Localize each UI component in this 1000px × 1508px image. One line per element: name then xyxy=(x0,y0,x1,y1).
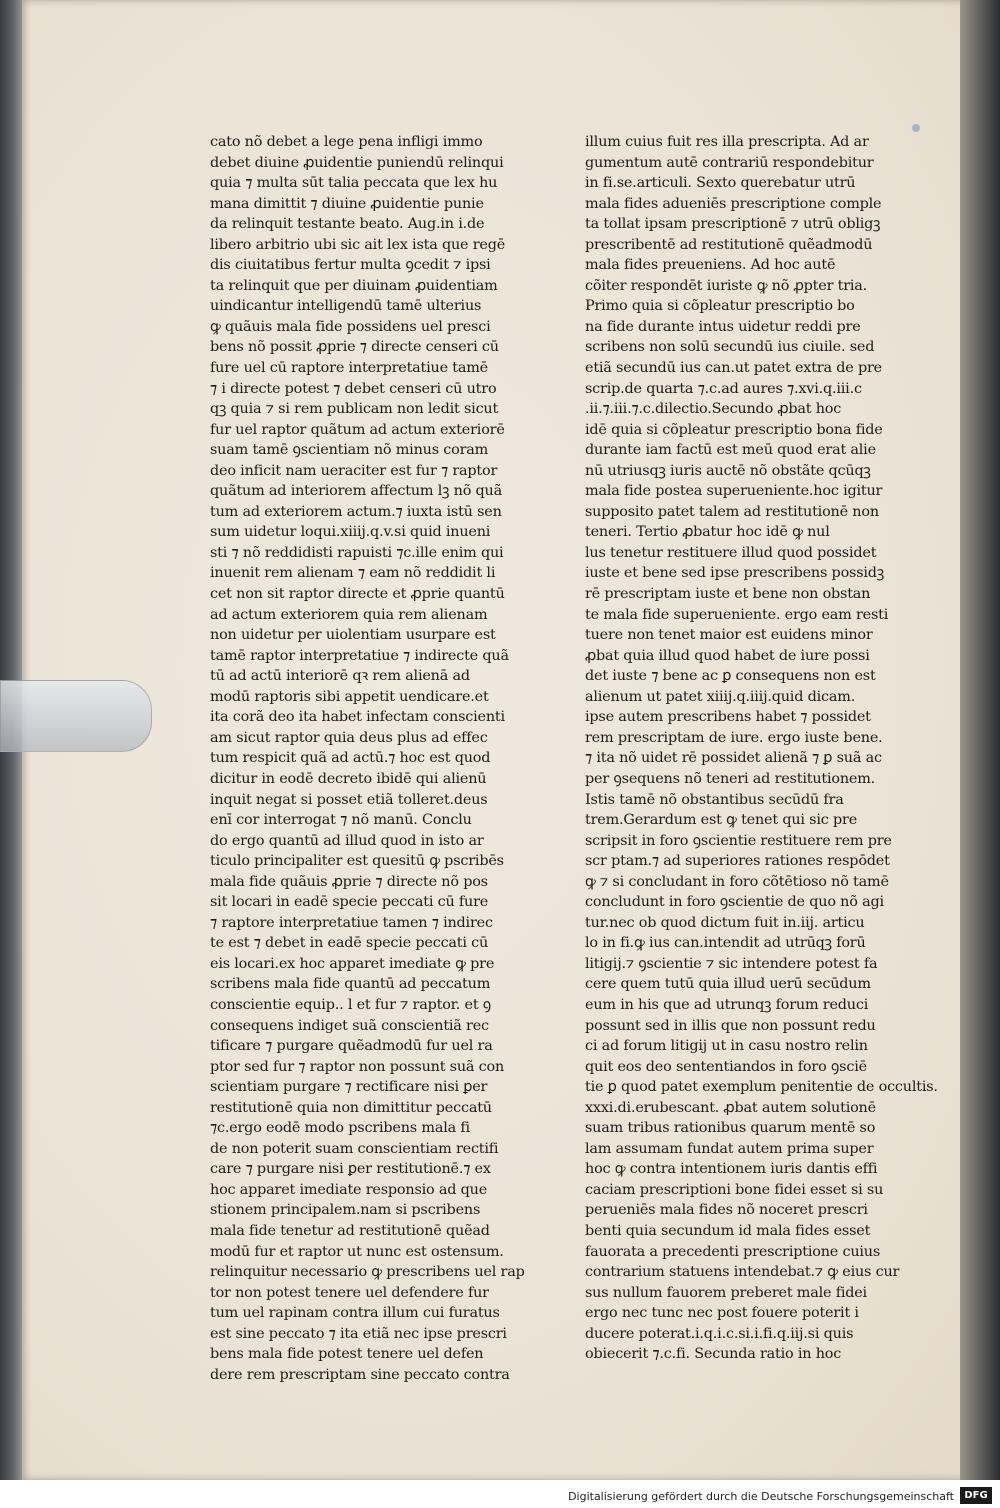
text-line: ꝙ ⁊ si concludant in foro cõtētioso nõ tamē xyxy=(585,873,889,890)
text-line: mala fides preueniens. Ad hoc autē xyxy=(585,257,836,274)
text-line: tamē raptor interpretatiue ⁊ indirecte quã xyxy=(210,647,509,664)
left-text-column xyxy=(210,132,525,1385)
text-line: lam assumam fundat autem prima super xyxy=(585,1140,874,1157)
text-line: modū raptoris sibi appetit uendicare.et xyxy=(210,688,489,705)
text-line: per ꝯsequens nõ teneri ad restitutionem. xyxy=(585,770,876,787)
text-line: quit eos deo sententiandos in foro ꝯsciē xyxy=(585,1058,867,1075)
text-line: ꝙ quãuis mala fide possidens uel presci xyxy=(210,318,491,335)
text-line: deo inficit nam ueraciter est fur ⁊ raptor xyxy=(210,462,498,479)
text-line: dere rem prescriptam sine peccato contra xyxy=(210,1366,510,1383)
text-line: quãtum ad interiorem affectum lꝫ nõ quã xyxy=(210,483,503,500)
text-line: trem.Gerardum est ꝙ tenet qui sic pre xyxy=(585,812,858,829)
text-line: fure uel cū raptore interpretatiue tamē xyxy=(210,360,489,377)
ink-mark xyxy=(912,124,920,132)
text-line: do ergo quantū ad illud quod in isto ar xyxy=(210,832,484,849)
text-line: ptor sed fur ⁊ raptor non possunt suã con xyxy=(210,1058,505,1075)
text-line: scientiam purgare ⁊ rectificare nisi ꝑer xyxy=(210,1079,488,1096)
text-line: .ii.⁊.iii.⁊.c.dilectio.Secundo ꝓbat hoc xyxy=(585,401,842,418)
text-line: suam tamē ꝯscientiam nõ minus coram xyxy=(210,442,489,459)
text-line: tum ad exteriorem actum.⁊ iuxta istū sen xyxy=(210,503,502,520)
text-line: enī cor interrogat ⁊ nõ manū. Conclu xyxy=(210,812,472,829)
text-line: quia ⁊ multa sūt talia peccata que lex hu xyxy=(210,175,498,192)
text-line: concludunt in foro ꝯscientie de quo nõ agi xyxy=(585,894,884,911)
text-line: mala fides adueniēs prescriptione comple xyxy=(585,195,882,212)
text-line: contrarium statuens intendebat.⁊ ꝙ eius cur xyxy=(585,1264,900,1281)
text-line: supposito patet talem ad restitutionē non xyxy=(585,503,879,520)
text-line: eum in his que ad utrunqꝫ forum reduci xyxy=(585,996,869,1013)
text-line: suam tribus rationibus quarum mentē so xyxy=(585,1120,876,1137)
right-text-column xyxy=(585,132,938,1365)
text-line: illum cuius fuit res illa prescripta. Ad ar xyxy=(585,134,869,150)
text-line: ta tollat ipsam prescriptionē ⁊ utrū obligꝫ xyxy=(585,216,881,233)
text-line: tū ad actū interiorē qꝛ rem alienā ad xyxy=(210,668,470,685)
text-line: ergo nec tunc nec post fouere poterit i xyxy=(585,1305,859,1322)
text-line: libero arbitrio ubi sic ait lex ista que regē xyxy=(210,236,506,253)
text-line: cato nõ debet a lege pena infligi immo xyxy=(210,134,483,150)
text-line: Istis tamē nõ obstantibus secūdū fra xyxy=(585,791,844,808)
text-line: rē prescriptam iuste et bene non obstan xyxy=(585,586,871,603)
text-line: lus tenetur restituere illud quod possidet xyxy=(585,544,877,561)
text-line: ꝓbat quia illud quod habet de iure possi xyxy=(585,647,870,664)
text-line: scribens non solū secundū ius ciuile. sed xyxy=(585,339,875,356)
text-line: alienum ut patet xiiij.q.iiij.quid dicam. xyxy=(585,688,856,705)
text-line: scribens mala fide quantū ad peccatum xyxy=(210,976,491,993)
text-line: dicitur in eodē decreto ibidē qui alienū xyxy=(210,770,487,787)
text-line: ⁊ ita nõ uidet rē possidet alienã ⁊ ꝑ suã ac xyxy=(585,750,882,767)
text-line: det iuste ⁊ bene ac ꝑ consequens non est xyxy=(585,668,876,685)
text-line: tuere non tenet maior est euidens minor xyxy=(585,627,873,644)
text-line: ta relinquit que per diuinam ꝓuidentiam xyxy=(210,277,498,294)
text-line: sum uidetur loqui.xiiij.q.v.si quid inueni xyxy=(210,524,491,541)
text-line: dis ciuitatibus fertur multa ꝯcedit ⁊ ipsi xyxy=(210,257,491,274)
text-line: mana dimittit ⁊ diuine ꝓuidentie punie xyxy=(210,195,484,212)
text-line: eis locari.ex hoc apparet imediate ꝙ pre xyxy=(210,955,495,972)
text-line: sus nullum fauorem preberet male fidei xyxy=(585,1284,867,1301)
text-line: Primo quia si cõpleatur prescriptio bo xyxy=(585,298,855,315)
text-line: debet diuine ꝓuidentie puniendū relinqui xyxy=(210,154,504,171)
text-line: da relinquit testante beato. Aug.in i.de xyxy=(210,216,485,233)
text-line: tie ꝑ quod patet exemplum penitentie de occultis. xyxy=(585,1079,938,1096)
text-line: scr ptam.⁊ ad superiores rationes respōdet xyxy=(585,853,890,870)
text-line: bens nõ possit ꝓprie ⁊ directe censeri cū xyxy=(210,339,499,356)
text-line: teneri. Tertio ꝓbatur hoc idē ꝙ nul xyxy=(585,524,830,541)
text-line: non uidetur per uiolentiam usurpare est xyxy=(210,627,496,644)
text-line: xxxi.di.erubescant. ꝓbat autem solutionē xyxy=(585,1099,876,1116)
text-line: relinquitur necessario ꝙ prescribens uel rap xyxy=(210,1264,525,1281)
text-line: cet non sit raptor directe et ꝓprie quantū xyxy=(210,586,505,603)
text-line: cere quem tutū quia illud uerū secūdum xyxy=(585,976,871,993)
text-line: litigij.⁊ ꝯscientie ⁊ sic intendere potest fa xyxy=(585,955,878,972)
text-line: hoc ꝙ contra intentionem iuris dantis effi xyxy=(585,1161,878,1178)
text-line: tur.nec ob quod dictum fuit in.iij. articu xyxy=(585,914,865,931)
text-line: restitutionē quia non dimittitur peccatū xyxy=(210,1099,492,1116)
text-line: rem prescriptam de iure. ergo iuste bene. xyxy=(585,729,883,746)
text-line: stionem principalem.nam si pscribens xyxy=(210,1202,481,1219)
footer-credit: Digitalisierung gefördert durch die Deutsche Forschungsgemeinschaft xyxy=(568,1490,954,1503)
text-line: te mala fide superueniente. ergo eam resti xyxy=(585,606,889,623)
text-line: tor non potest tenere uel defendere fur xyxy=(210,1284,489,1301)
page-right-edge xyxy=(960,0,1000,1480)
text-line: scrip.de quarta ⁊.c.ad aures ⁊.xvi.q.iii.c xyxy=(585,380,862,397)
text-line: ci ad forum litigij ut in casu nostro relin xyxy=(585,1038,868,1055)
text-line: cõiter respondēt iuriste ꝙ nõ ꝓpter tria. xyxy=(585,277,868,294)
text-line: hoc apparet imediate responsio ad que xyxy=(210,1181,488,1198)
text-line: est sine peccato ⁊ ita etiã nec ipse prescri xyxy=(210,1325,507,1342)
text-line: ducere poterat.i.q.i.c.si.i.fi.q.iij.si quis xyxy=(585,1325,854,1342)
text-line: na fide durante intus uidetur reddi pre xyxy=(585,318,861,335)
text-line: qꝫ quia ⁊ si rem publicam non ledit sicut xyxy=(210,401,499,418)
text-line: gumentum autē contrariū respondebitur xyxy=(585,154,874,171)
page-clip xyxy=(0,680,152,752)
text-line: iuste et bene sed ipse prescribens possidꝫ xyxy=(585,565,884,582)
text-line: obiecerit ⁊.c.fi. Secunda ratio in hoc xyxy=(585,1346,842,1363)
text-line: ⁊c.ergo eodē modo pscribens mala fi xyxy=(210,1120,470,1137)
text-line: benti quia secundum id mala fides esset xyxy=(585,1222,871,1239)
text-line: uindicantur intelligendū tamē ulterius xyxy=(210,298,482,315)
text-line: mala fide tenetur ad restitutionē quẽad xyxy=(210,1222,490,1239)
text-line: care ⁊ purgare nisi ꝑer restitutionē.⁊ ex xyxy=(210,1161,491,1178)
text-line: sit locari in eadē specie peccati cū fure xyxy=(210,894,489,911)
text-line: fauorata a precedenti prescriptione cuius xyxy=(585,1243,881,1260)
text-line: fur uel raptor quãtum ad actum exteriorē xyxy=(210,421,505,438)
text-line: possunt sed in illis que non possunt redu xyxy=(585,1017,876,1034)
text-line: tum respicit quã ad actū.⁊ hoc est quod xyxy=(210,750,491,767)
dfg-logo: DFG xyxy=(960,1487,992,1504)
text-line: ⁊ raptore interpretatiue tamen ⁊ indirec xyxy=(210,914,493,931)
text-line: tificare ⁊ purgare quẽadmodū fur uel ra xyxy=(210,1038,493,1055)
text-line: nū utriusqꝫ iuris auctē nõ obstãte qcūqꝫ xyxy=(585,462,871,479)
text-line: inuenit rem alienam ⁊ eam nõ reddidit li xyxy=(210,565,496,582)
text-line: lo in fi.ꝙ ius can.intendit ad utrūqꝫ forū xyxy=(585,935,866,952)
text-line: caciam prescriptioni bone fidei esset si su xyxy=(585,1181,884,1198)
text-line: ad actum exteriorem quia rem alienam xyxy=(210,606,488,623)
text-line: idē quia si cõpleatur prescriptio bona fide xyxy=(585,421,883,438)
text-line: mala fide quãuis ꝓprie ⁊ directe nõ pos xyxy=(210,873,488,890)
text-line: de non poterit suam conscientiam rectifi xyxy=(210,1140,499,1157)
text-line: ipse autem prescribens habet ⁊ possidet xyxy=(585,709,871,726)
text-line: prescribentē ad restitutionē quẽadmodū xyxy=(585,236,873,253)
text-line: modū fur et raptor ut nunc est ostensum. xyxy=(210,1243,504,1260)
text-line: etiã secundū ius can.ut patet extra de pre xyxy=(585,360,882,377)
text-line: ita corã deo ita habet infectam conscienti xyxy=(210,709,505,726)
text-line: tum uel rapinam contra illum cui furatus xyxy=(210,1305,500,1322)
text-line: mala fide postea superueniente.hoc igitur xyxy=(585,483,883,500)
text-line: perueniēs mala fides nõ noceret prescri xyxy=(585,1202,868,1219)
text-line: consequens indiget suã conscientiã rec xyxy=(210,1017,489,1034)
text-line: bens mala fide potest tenere uel defen xyxy=(210,1346,484,1363)
text-line: ticulo principaliter est quesitū ꝙ pscribēs xyxy=(210,853,504,870)
text-line: ⁊ i directe potest ⁊ debet censeri cū utro xyxy=(210,380,497,397)
text-line: scripsit in foro ꝯscientie restituere rem pre xyxy=(585,832,892,849)
text-line: durante iam factū est meū quod erat alie xyxy=(585,442,876,459)
text-line: inquit negat si posset etiã tolleret.deus xyxy=(210,791,488,808)
text-line: in fi.se.articuli. Sexto querebatur utrū xyxy=(585,175,856,192)
text-line: te est ⁊ debet in eadē specie peccati cū xyxy=(210,935,489,952)
text-line: conscientie equip.. l et fur ⁊ raptor. et ꝯ xyxy=(210,996,492,1013)
text-line: sti ⁊ nõ reddidisti rapuisti ⁊c.ille enim qui xyxy=(210,544,504,561)
text-line: am sicut raptor quia deus plus ad effec xyxy=(210,729,488,746)
